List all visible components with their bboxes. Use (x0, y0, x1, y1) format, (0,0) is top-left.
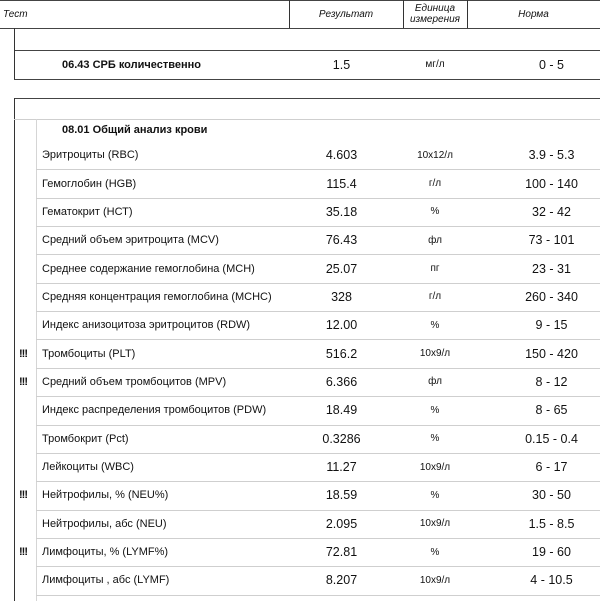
row-test-name: Индекс анизоцитоза эритроцитов (RDW) (42, 319, 251, 332)
row-result: 4.603 (325, 148, 358, 163)
row-test-name: Средний объем тромбоцитов (MPV) (42, 375, 227, 388)
row-result: 76.43 (325, 233, 358, 248)
row-result: 8.207 (325, 573, 358, 588)
row-norm: 0.15 - 0.4 (525, 431, 578, 446)
row-result: 72.81 (325, 545, 358, 560)
cbc-top-border (14, 98, 600, 99)
crp-result: 1.5 (332, 57, 351, 72)
row-test-name: Эритроциты (RBC) (42, 149, 139, 162)
row-result: 2.095 (325, 516, 358, 531)
row-norm: 3.9 - 5.3 (528, 148, 575, 163)
crp-left-border (14, 50, 15, 79)
row-unit: 10x9/л (419, 518, 451, 530)
header-unit-line1: Единица (414, 3, 456, 14)
crp-unit: мг/л (425, 59, 445, 70)
row-norm: 8 - 12 (535, 374, 568, 389)
row-test-name: Гемоглобин (HGB) (42, 177, 137, 190)
header-test: Тест (3, 8, 28, 20)
row-norm: 19 - 60 (532, 545, 571, 560)
row-test-name: Нейтрофилы, % (NEU%) (42, 489, 169, 502)
row-norm: 73 - 101 (528, 233, 575, 248)
flag-column-divider (36, 119, 37, 601)
row-divider (36, 595, 600, 596)
row-unit: % (430, 433, 440, 445)
row-test-name: Гематокрит (НСТ) (42, 205, 133, 218)
row-norm: 8 - 65 (535, 403, 568, 418)
row-norm: 23 - 31 (532, 261, 571, 276)
row-norm: 30 - 50 (532, 488, 571, 503)
row-test-name: Тромбокрит (Pct) (42, 432, 129, 445)
crp-norm: 0 - 5 (538, 57, 564, 72)
row-norm: 32 - 42 (532, 204, 571, 219)
header-unit-line2: измерения (409, 14, 461, 25)
row-unit: 10x9/л (419, 348, 451, 360)
row-alert-flag: !!! (19, 489, 27, 502)
row-unit: % (430, 319, 440, 331)
row-alert-flag: !!! (19, 546, 27, 559)
row-unit: 10x9/л (419, 574, 451, 586)
row-result: 18.49 (325, 403, 358, 418)
row-unit: пг (430, 263, 440, 275)
row-test-name: Средний объем эритроцита (MCV) (42, 234, 219, 247)
row-result: 11.27 (326, 460, 357, 475)
cbc-left-border (14, 98, 15, 601)
row-norm: 4 - 10.5 (530, 573, 573, 588)
row-result: 516.2 (325, 346, 358, 361)
cbc-section-title: 08.01 Общий анализ крови (62, 124, 208, 136)
row-unit: % (430, 404, 440, 416)
row-unit: 10x9/л (419, 461, 451, 473)
row-norm: 9 - 15 (535, 318, 568, 333)
row-test-name: Среднее содержание гемоглобина (MCH) (42, 262, 255, 275)
row-test-name: Индекс распределения тромбоцитов (PDW) (42, 404, 267, 417)
row-norm: 6 - 17 (535, 460, 568, 475)
row-result: 25.07 (325, 261, 358, 276)
row-result: 115.4 (326, 176, 357, 191)
row-test-name: Нейтрофилы, абс (NEU) (42, 517, 167, 530)
row-unit: % (430, 546, 440, 558)
row-test-name: Лейкоциты (WBC) (42, 461, 134, 474)
row-test-name: Лимфоциты, % (LYMF%) (42, 546, 169, 559)
row-result: 35.18 (325, 204, 358, 219)
row-norm: 260 - 340 (525, 289, 578, 304)
row-test-name: Тромбоциты (PLT) (42, 347, 136, 360)
header-unit (403, 1, 467, 27)
row-norm: 100 - 140 (525, 176, 578, 191)
row-test-name: Лимфоциты , абс (LYMF) (42, 574, 170, 587)
row-unit: % (430, 489, 440, 501)
crp-bottom-border (14, 79, 600, 80)
row-test-name: Средняя концентрация гемоглобина (MCHC) (42, 290, 272, 303)
row-unit: % (430, 206, 440, 218)
row-norm: 150 - 420 (525, 346, 578, 361)
header-bottom-border (0, 28, 600, 29)
row-alert-flag: !!! (19, 347, 27, 360)
row-result: 6.366 (325, 374, 358, 389)
row-unit: г/л (428, 291, 442, 303)
row-result: 12.00 (325, 318, 358, 333)
row-alert-flag: !!! (19, 375, 27, 388)
row-result: 0.3286 (322, 431, 361, 446)
row-result: 328 (331, 289, 352, 304)
section-edge (14, 28, 15, 50)
crp-test-name: 06.43 СРБ количественно (62, 58, 201, 71)
row-unit: фл (428, 234, 442, 246)
row-unit: 10x12/л (417, 149, 453, 161)
row-unit: г/л (428, 178, 442, 190)
row-unit: фл (428, 376, 442, 388)
row-result: 18.59 (325, 488, 358, 503)
header-norm: Норма (518, 8, 549, 20)
header-result: Результат (318, 8, 374, 20)
row-norm: 1.5 - 8.5 (528, 516, 575, 531)
